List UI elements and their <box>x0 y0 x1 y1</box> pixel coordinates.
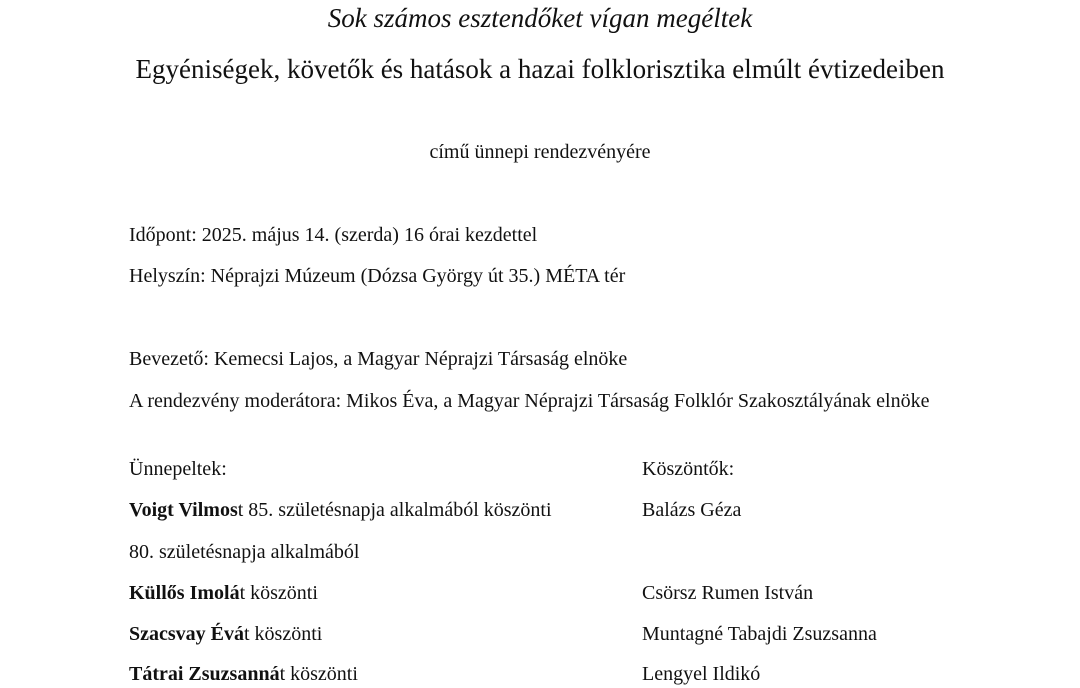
event-time: Időpont: 2025. május 14. (szerda) 16 órai kezdettel <box>129 224 538 246</box>
honoree-row <box>129 496 552 524</box>
greeter-name: Balázs Géza <box>642 499 742 521</box>
honoree-note: t köszönti <box>244 623 323 645</box>
honoree-subheading: 80. születésnapja alkalmából <box>129 541 360 563</box>
honoree-row <box>129 579 318 607</box>
honoree-note: t 85. születésnapja alkalmából köszönti <box>237 499 552 521</box>
honoree-note: t köszönti <box>279 663 358 685</box>
event-subtitle: című ünnepi rendezvényére <box>429 141 651 163</box>
event-title: Egyéniségek, követők és hatások a hazai folklorisztika elmúlt évtizedeiben <box>135 54 945 84</box>
honoree-name: Tátrai Zsuzsanná <box>129 663 280 685</box>
honoree-name: Voigt Vilmos <box>129 499 238 521</box>
honoree-name: Szacsvay Évá <box>129 623 244 645</box>
honoree-note: t köszönti <box>239 582 318 604</box>
greeter-name: Muntagné Tabajdi Zsuzsanna <box>642 623 877 645</box>
greeter-name: Csörsz Rumen István <box>642 582 814 604</box>
honoree-name: Küllős Imolá <box>129 582 240 604</box>
greeter-name: Lengyel Ildikó <box>642 663 761 685</box>
honorees-header: Ünnepeltek: <box>129 458 227 480</box>
greeters-header: Köszöntők: <box>642 458 735 480</box>
honoree-row <box>129 660 358 688</box>
event-intro: Bevezető: Kemecsi Lajos, a Magyar Néprajzi Társaság elnöke <box>129 348 628 370</box>
honoree-row <box>129 620 322 648</box>
event-place: Helyszín: Néprajzi Múzeum (Dózsa György út 35.) MÉTA tér <box>129 265 626 287</box>
event-moderator: A rendezvény moderátora: Mikos Éva, a Magyar Néprajzi Társaság Folklór Szakosztályának elnöke <box>129 390 930 412</box>
event-title-italic: Sok számos esztendőket vígan megéltek <box>327 3 753 33</box>
